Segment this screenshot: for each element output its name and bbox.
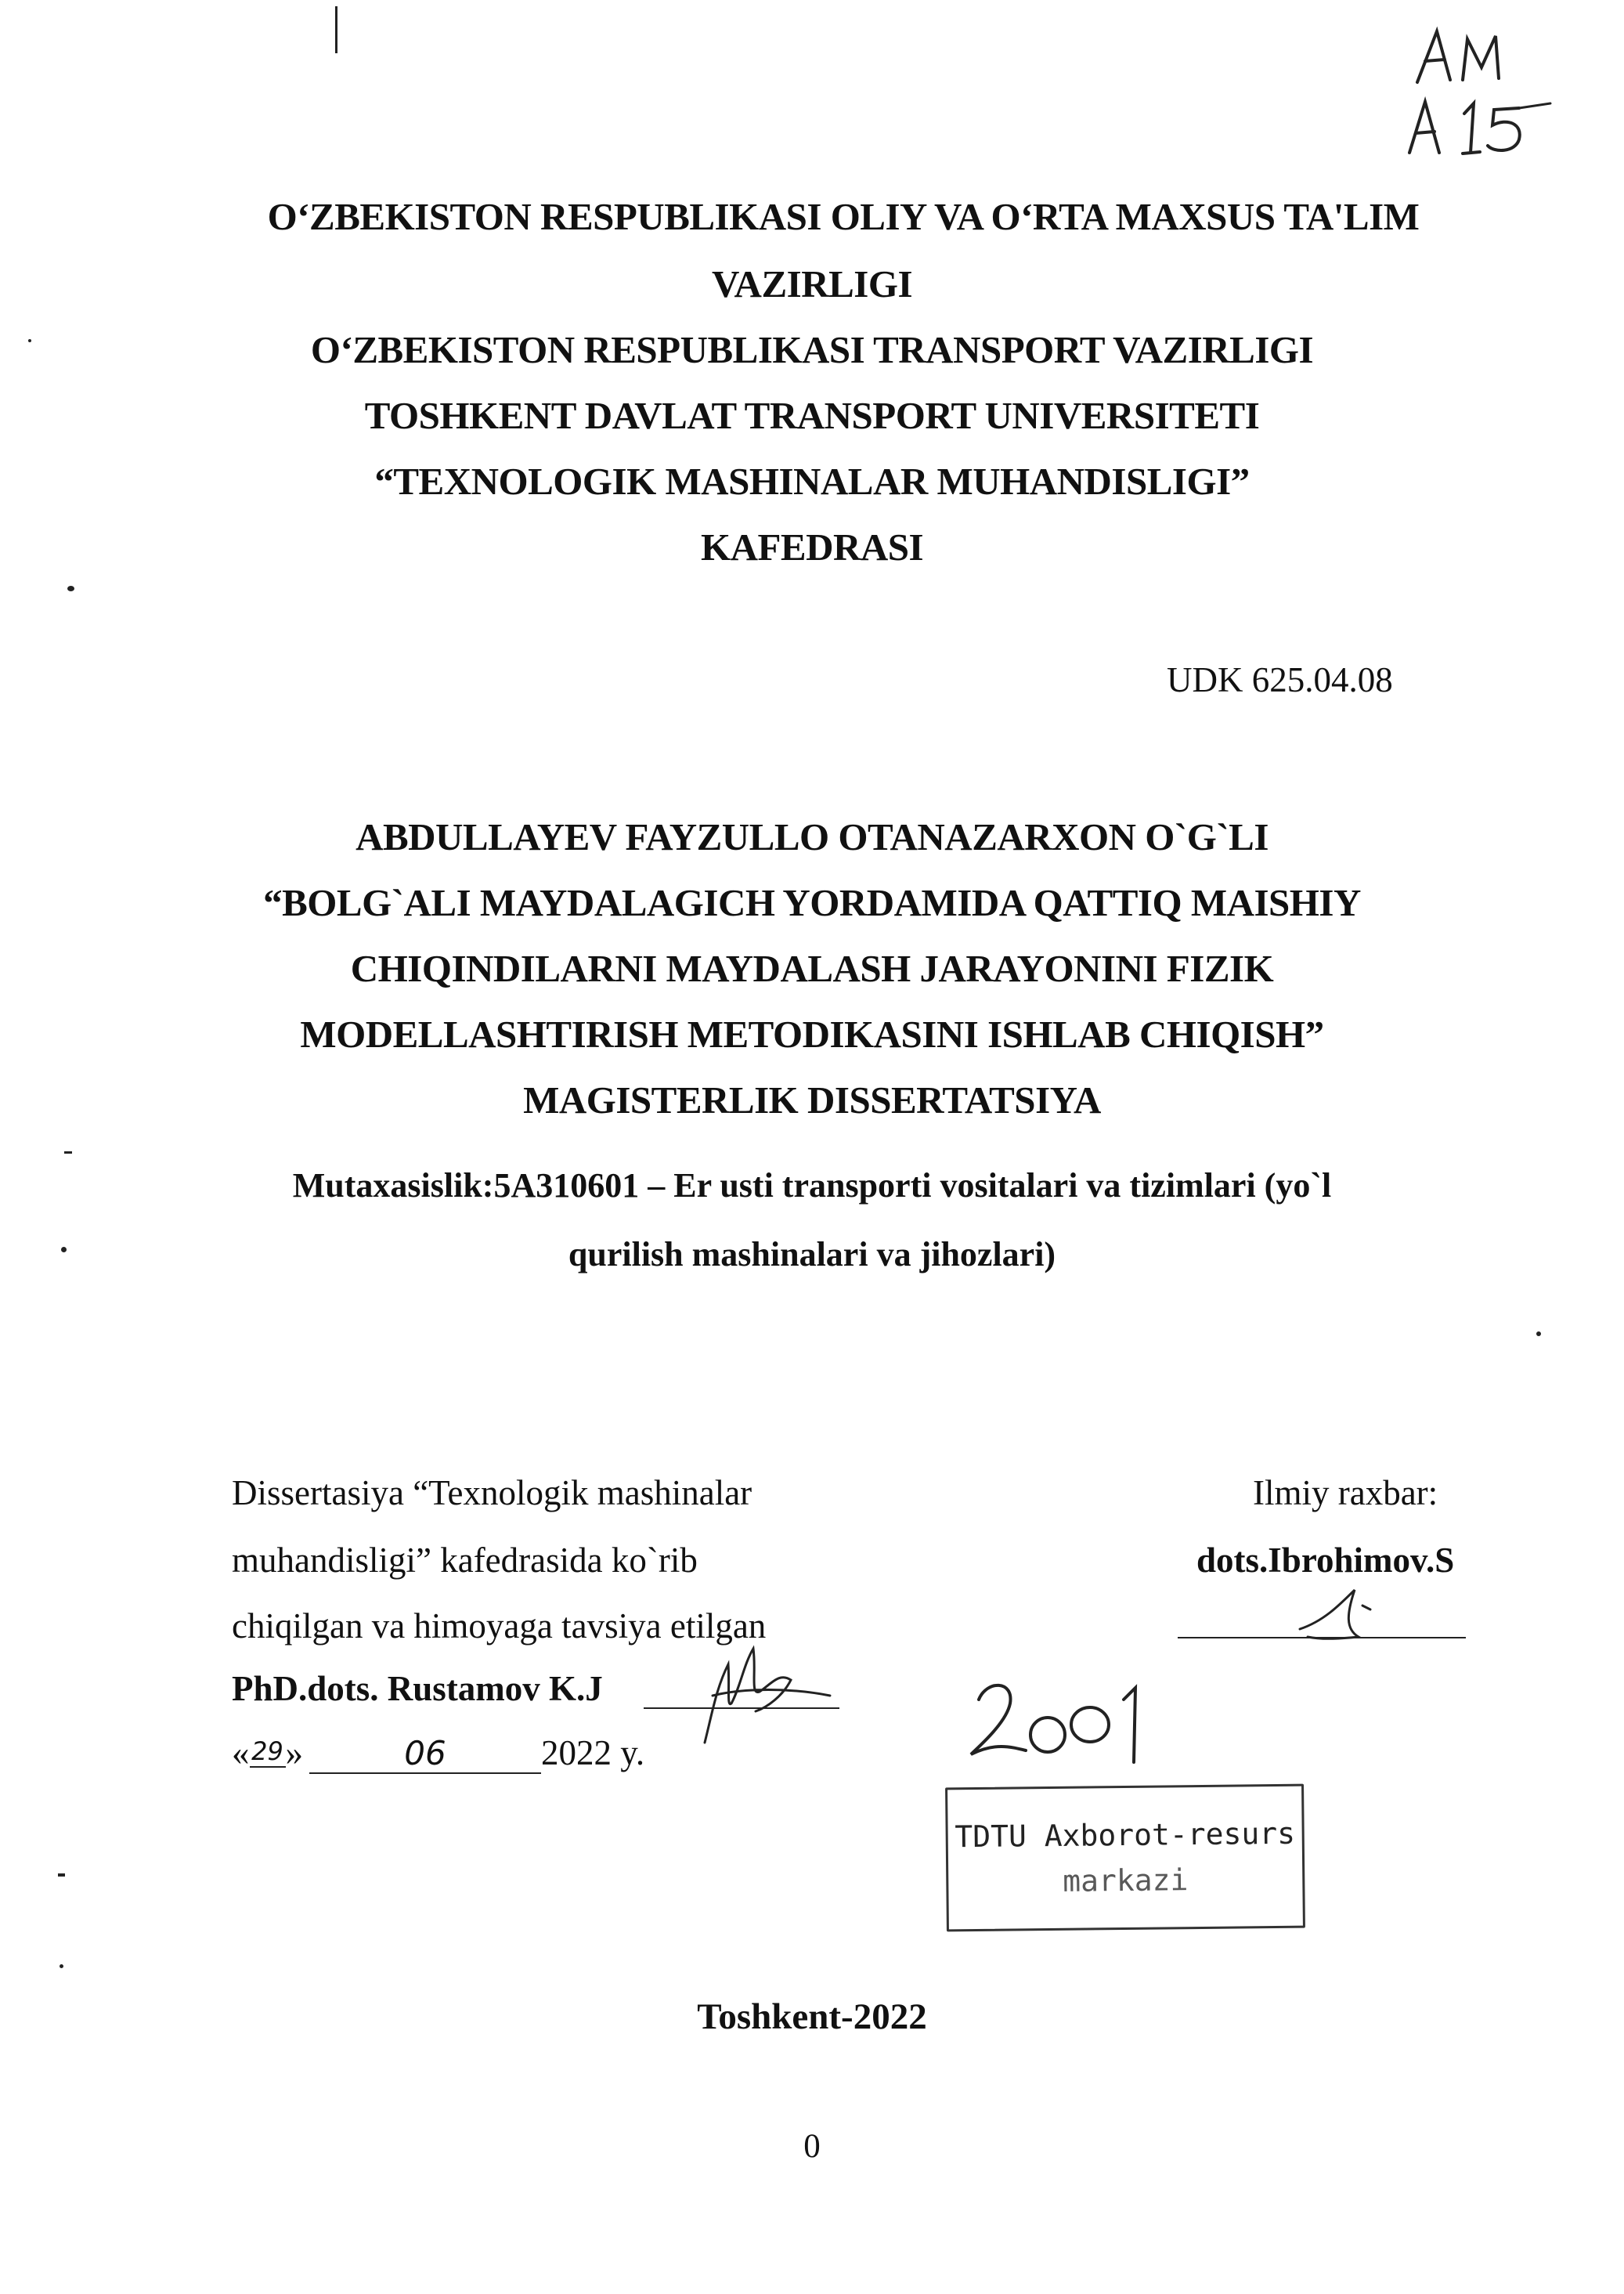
- date-day: 29: [250, 1736, 286, 1768]
- stamp-line-1: TDTU Axborot-resurs: [955, 1815, 1296, 1855]
- scan-mark: [335, 6, 337, 53]
- department-label: KAFEDRASI: [700, 526, 924, 569]
- transport-ministry: O‘ZBEKISTON RESPUBLIKASI TRANSPORT VAZIRLIGI: [310, 328, 1314, 371]
- department-name: “TEXNOLOGIK MASHINALAR MUHANDISLIGI”: [374, 460, 1250, 503]
- scan-speck: [60, 1964, 63, 1968]
- date-month: 06: [309, 1734, 541, 1774]
- scan-speck: [58, 1873, 65, 1877]
- thesis-topic-line-2: CHIQINDILARNI MAYDALASH JARAYONINI FIZIK: [350, 947, 1274, 990]
- approver-name: PhD.dots. Rustamov K.J: [232, 1669, 603, 1708]
- approval-date: [232, 1732, 644, 1774]
- scan-speck: [1536, 1331, 1541, 1336]
- city-year: Toshkent-2022: [697, 1996, 927, 2037]
- scan-speck: [67, 586, 74, 591]
- author-name: ABDULLAYEV FAYZULLO OTANAZARXON O`G`LI: [355, 815, 1269, 858]
- date-close-quote: »: [285, 1733, 303, 1772]
- specialty-line-1: Mutaxasislik:5A310601 – Er usti transporti vositalari va tizimlari (yo`l: [292, 1166, 1332, 1205]
- approver-signature: [681, 1641, 838, 1750]
- approval-line-3: chiqilgan va himoyaga tavsiya etilgan: [232, 1606, 767, 1646]
- handwritten-archive-code: [1402, 8, 1574, 164]
- supervisor-name: dots.Ibrohimov.S: [1196, 1541, 1455, 1580]
- thesis-topic-line-1: “BOLG`ALI MAYDALAGICH YORDAMIDA QATTIQ MAISHIY: [263, 881, 1361, 924]
- date-open-quote: «: [232, 1733, 250, 1772]
- thesis-type: MAGISTERLIK DISSERTATSIYA: [523, 1078, 1101, 1122]
- university-name: TOSHKENT DAVLAT TRANSPORT UNIVERSITETI: [364, 394, 1260, 437]
- ministry-line-2: VAZIRLIGI: [711, 262, 913, 305]
- page-number: 0: [803, 2128, 821, 2165]
- specialty-line-2: qurilish mashinalari va jihozlari): [568, 1235, 1056, 1273]
- supervisor-signature: [1284, 1574, 1394, 1653]
- date-year: 2022 y.: [541, 1733, 645, 1772]
- library-stamp: [945, 1784, 1305, 1932]
- ministry-line-1: O‘ZBEKISTON RESPUBLIKASI OLIY VA O‘RTA MAXSUS TA'LIM: [267, 195, 1420, 238]
- supervisor-label: Ilmiy raxbar:: [1253, 1473, 1438, 1512]
- thesis-topic-line-3: MODELLASHTIRISH METODIKASINI ISHLAB CHIQISH”: [300, 1013, 1324, 1056]
- scan-speck: [64, 1151, 72, 1154]
- stamp-line-2: markazi: [1062, 1862, 1189, 1898]
- udk-code: UDK 625.04.08: [1167, 660, 1393, 699]
- handwritten-number: [963, 1668, 1167, 1770]
- approval-line-2: muhandisligi” kafedrasida ko`rib: [232, 1541, 698, 1580]
- approval-line-1: Dissertasiya “Texnologik mashinalar: [232, 1473, 752, 1512]
